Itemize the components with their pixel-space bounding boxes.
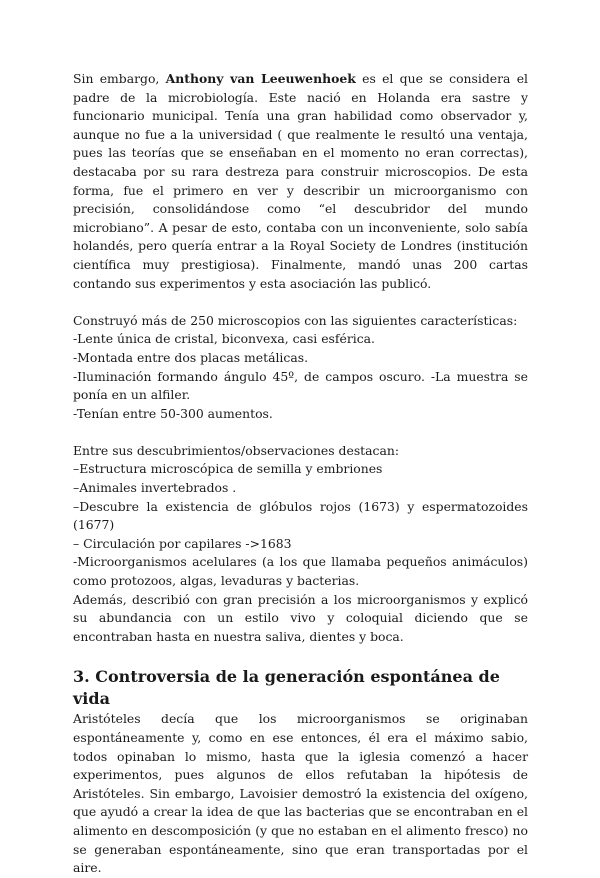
discoveries-closing: Además, describió con gran precisión a los microorganismos y explicó su abundancia con un estilo vivo y coloquial diciendo que se encontraban hasta en nuestra saliva, dientes y boca.: [73, 591, 528, 644]
list-item: -Microorganismos acelulares (a los que llamaba pequeños animáculos) como protozoos, algas, levaduras y bacterias.: [73, 554, 528, 589]
microscopes-intro: Construyó más de 250 microscopios con las siguientes características:: [73, 312, 518, 328]
list-item: –Estructura microscópica de semilla y embriones: [73, 461, 383, 477]
microscope-features-list: [73, 330, 528, 423]
list-item: -Iluminación formando ángulo 45º, de campos oscuro. -La muestra se ponía en un alfiler.: [73, 368, 528, 403]
intro-pre: Sin embargo,: [73, 71, 166, 86]
leeuwenhoek-name: Anthony van Leeuwenhoek: [165, 71, 356, 86]
list-item: – Circulación por capilares ->1683: [73, 535, 292, 551]
document-page: [73, 70, 528, 878]
intro-paragraph: [73, 70, 528, 293]
intro-post: es el que se considera el padre de la microbiología. Este nació en Holanda era sastre y funcionario municipal. Tenía una gran habilidad como observador y, aunque no fue a la universidad ( que realmente le resultó una ventaja, pues las teorías que se enseñaban en el momento no eran correctas), destacaba por su rara destreza para construir microscopios. De esta forma, fue el primero en ver y describir un microorganismo con precisión, consolidándose como “el descubridor del mundo microbiano”. A pesar de esto, contaba con un inconveniente, solo sabía holandés, pero quería entrar a la Royal Society de Londres (institución científica muy prestigiosa). Finalmente, mandó unas 200 cartas contando sus experimentos y esta asociación las publicó.: [73, 71, 528, 291]
section-heading: 3. Controversia de la generación espontánea de vida: [73, 667, 500, 709]
spacer: [73, 293, 528, 312]
spacer: [73, 646, 528, 666]
list-item: –Animales invertebrados .: [73, 480, 237, 496]
list-item: -Tenían entre 50-300 aumentos.: [73, 405, 273, 421]
list-item: -Montada entre dos placas metálicas.: [73, 349, 309, 365]
discoveries-list: [73, 460, 528, 590]
section-body: Aristóteles decía que los microorganismos se originaban espontáneamente y, como en ese entonces, él era el máximo sabio, todos opinaban lo mismo, hasta que la iglesia comenzó a hacer experimentos, pues algunos de ellos refutaban la hipótesis de Aristóteles. Sin embargo, Lavoisier demostró la existencia del oxígeno, que ayudó a crear la idea de que las bacterias que se encontraban en el alimento en descomposición (y que no estaban en el alimento fresco) no se generaban espontáneamente, sino que eran transportadas por el aire.: [73, 711, 528, 876]
list-item: –Descubre la existencia de glóbulos rojos (1673) y espermatozoides (1677): [73, 498, 528, 533]
discoveries-intro: Entre sus descubrimientos/observaciones destacan:: [73, 442, 400, 458]
spacer: [73, 423, 528, 442]
list-item: -Lente única de cristal, biconvexa, casi esférica.: [73, 331, 375, 347]
